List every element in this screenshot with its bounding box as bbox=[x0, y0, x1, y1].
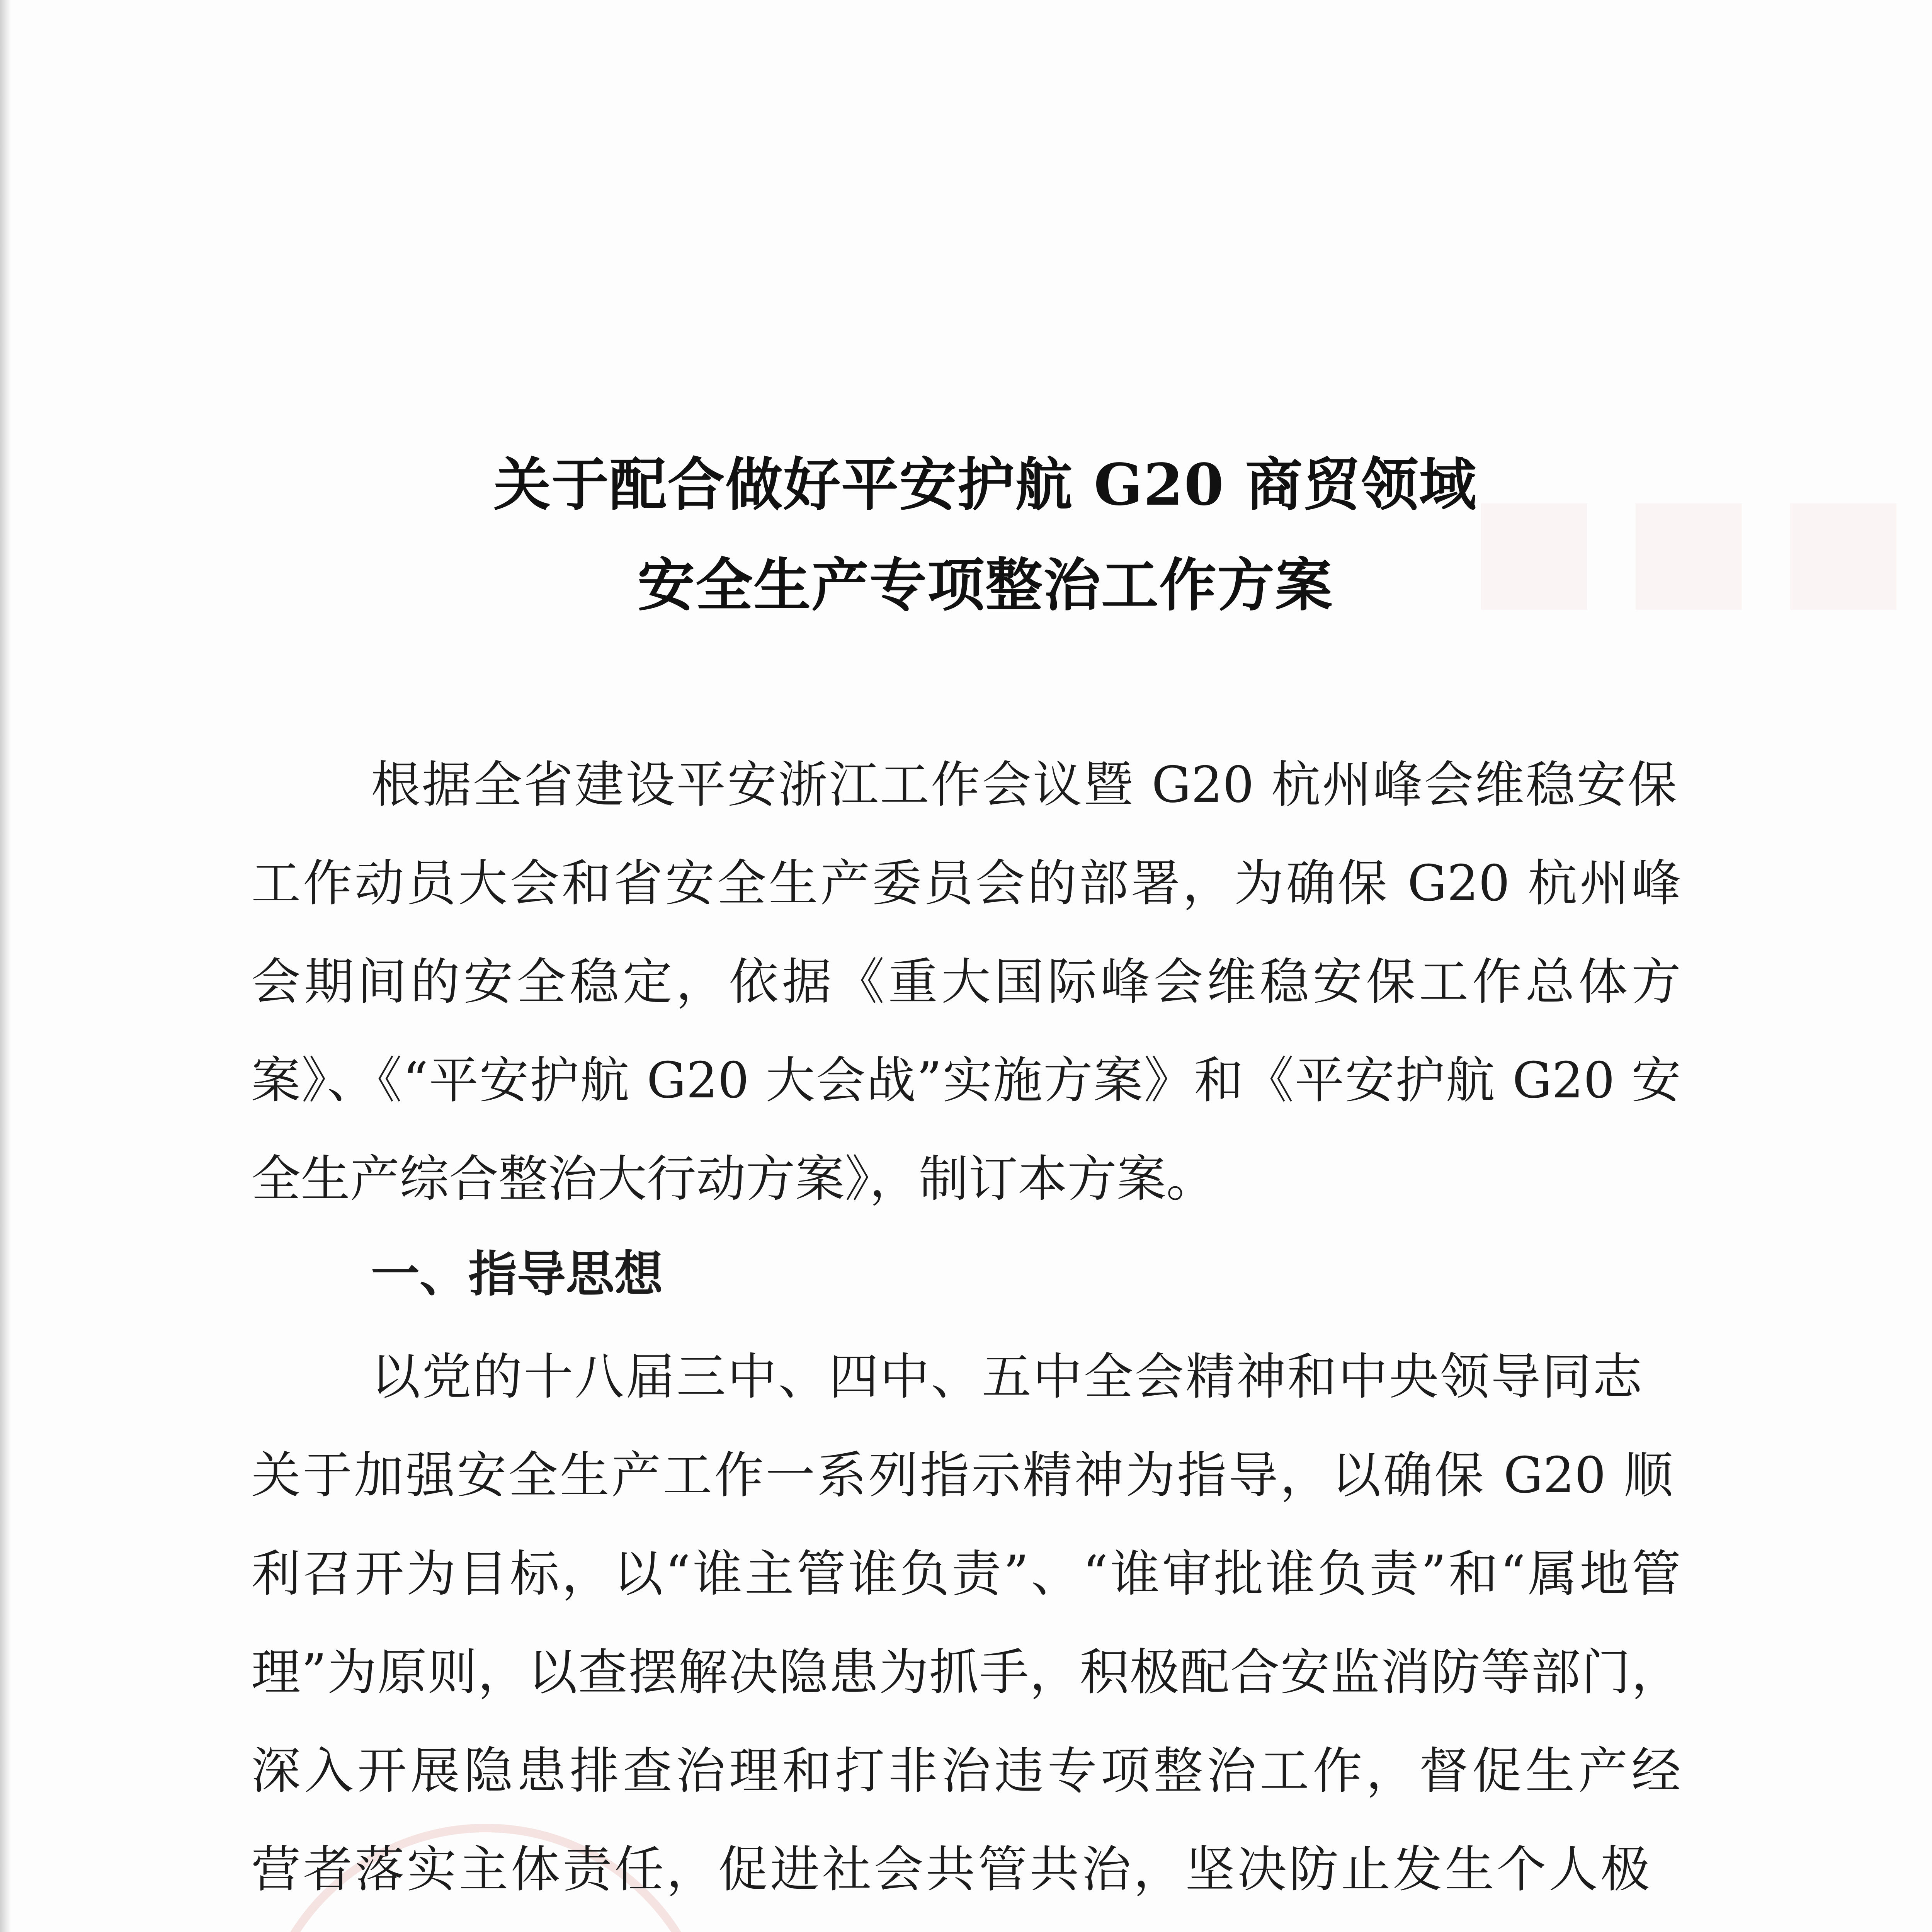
paragraph-1-line-4: 案》、《“平安护航 G20 大会战”实施方案》和《平安护航 G20 安 bbox=[251, 1052, 1681, 1109]
document-title-line-1: 关于配合做好平安护航 G20 商贸领域 bbox=[493, 451, 1477, 518]
paragraph-2-line-5: 深入开展隐患排查治理和打非治违专项整治工作，督促生产经 bbox=[251, 1742, 1681, 1800]
paragraph-1-line-2: 工作动员大会和省安全生产委员会的部署，为确保 G20 杭州峰 bbox=[251, 855, 1681, 912]
paragraph-2-line-1: 以党的十八届三中、四中、五中全会精神和中央领导同志 bbox=[371, 1348, 1642, 1406]
paragraph-2-line-6: 营者落实主体责任，促进社会共管共治，坚决防止发生个人极 bbox=[251, 1841, 1650, 1898]
paragraph-2-line-3: 利召开为目标，以“谁主管谁负责”、“谁审批谁负责”和“属地管 bbox=[251, 1545, 1681, 1603]
paragraph-2-line-2: 关于加强安全生产工作一系列指示精神为指导，以确保 G20 顺 bbox=[251, 1447, 1673, 1504]
scan-edge-shadow bbox=[0, 0, 11, 1932]
paragraph-1-line-1: 根据全省建设平安浙江工作会议暨 G20 杭州峰会维稳安保 bbox=[371, 756, 1677, 814]
paragraph-2-line-4: 理”为原则，以查摆解决隐患为抓手，积极配合安监消防等部门， bbox=[251, 1644, 1681, 1701]
section-1-heading: 一、指导思想 bbox=[371, 1246, 663, 1303]
paragraph-1-line-5: 全生产综合整治大行动方案》，制订本方案。 bbox=[251, 1150, 1216, 1208]
document-title-line-2: 安全生产专项整治工作方案 bbox=[638, 551, 1333, 619]
paragraph-1-line-3: 会期间的安全稳定，依据《重大国际峰会维稳安保工作总体方 bbox=[251, 953, 1681, 1011]
